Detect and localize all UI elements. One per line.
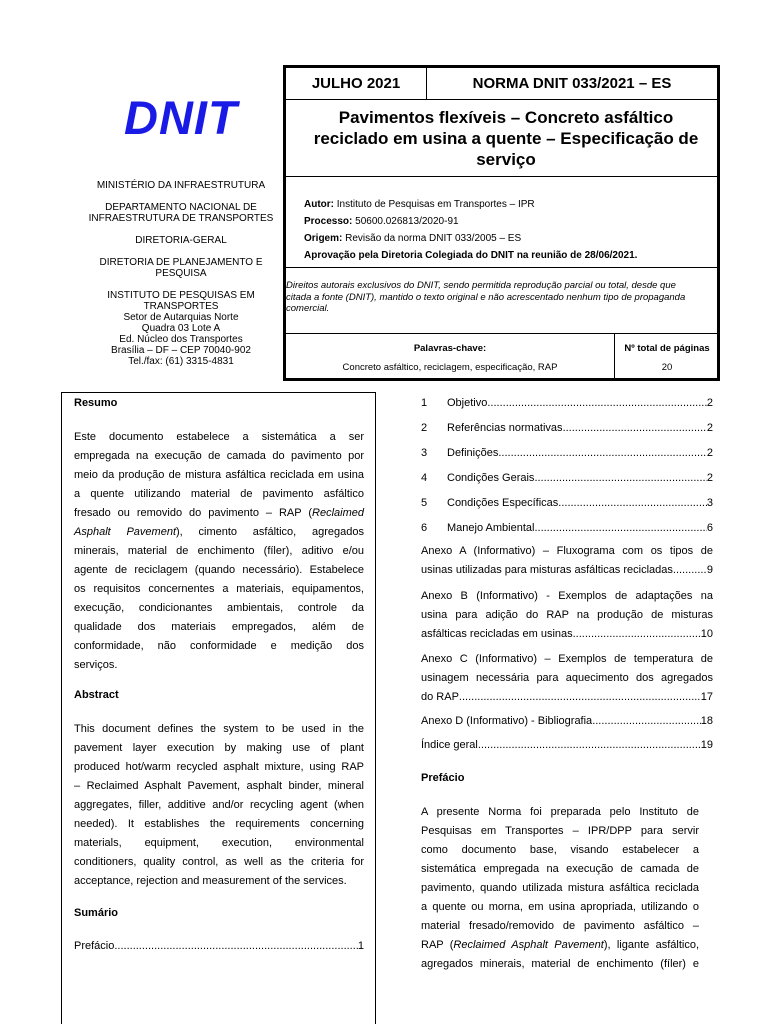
text-line: conditioners, quality control, as well as the criteria for	[74, 856, 364, 868]
annex-line	[421, 736, 713, 755]
toc-page: 2	[706, 397, 713, 409]
ministry-text: MINISTÉRIO DA INFRAESTRUTURA	[96, 180, 266, 191]
approval-text: Aprovação pela Diretoria Colegiada do DNIT na reunião de 28/06/2021.	[304, 250, 638, 261]
toc-num: 3	[421, 447, 428, 459]
ministry-line-group	[84, 257, 278, 279]
toc-label: do RAP	[421, 691, 459, 703]
text-line: como documento base, visando estabelecer a	[421, 844, 699, 856]
toc-item[interactable]	[421, 422, 713, 447]
annex-line	[421, 688, 713, 707]
toc-label: usinas utilizadas para misturas asfálticas recicladas	[421, 564, 673, 576]
ministry-text: DIRETORIA DE PLANEJAMENTO E	[99, 257, 263, 268]
text-line: Asphalt Pavement), cimento asfáltico, agregados	[74, 526, 364, 538]
toc-dots	[673, 561, 707, 580]
text-line: conformidade, não conformidade e medição dos	[74, 640, 364, 652]
toc-dots	[478, 736, 701, 755]
process-line	[304, 213, 637, 230]
toc-page: 3	[706, 497, 713, 509]
toc-page: 10	[700, 628, 713, 640]
text-line: agregados minerais, material de enchimento (fíler) e	[421, 958, 699, 970]
text-line: serviços.	[74, 659, 118, 671]
text-line: empregada na execução de camada do pavimento por	[74, 450, 364, 462]
text-line: Este documento estabelece a sistemática a ser	[74, 431, 364, 443]
ministry-text: PESQUISA	[155, 268, 207, 279]
rights-line: citada a fonte (DNIT), mantido o texto original e não acrescentado nenhum tipo de propaganda	[286, 291, 686, 303]
ministry-text: INFRAESTRUTURA DE TRANSPORTES	[88, 213, 274, 224]
toc-label: asfálticas recicladas em usinas	[421, 628, 573, 640]
ministry-text: Brasília – DF – CEP 70040-902	[111, 345, 251, 356]
ministry-text: INSTITUTO DE PESQUISAS EM	[107, 290, 255, 301]
resumo-heading: Resumo	[74, 397, 118, 409]
header-divider	[286, 176, 717, 177]
toc-dots	[487, 397, 707, 409]
text-line: a quente ou morna, em usina apropriada, utilizando o	[421, 901, 699, 913]
ministry-text: Ed. Núcleo dos Transportes	[119, 334, 243, 345]
text-line: sistemática empregada na execução de camada de	[421, 863, 699, 875]
toc-dots	[592, 712, 701, 731]
ministry-text: DEPARTAMENTO NACIONAL DE	[105, 202, 257, 213]
text-line: pavimento, quando utilizada mistura asfáltica reciclada	[421, 882, 699, 894]
text-line: pavement layer execution by making use of plant	[74, 742, 364, 754]
toc-page: 2	[706, 447, 713, 459]
author-line	[304, 196, 637, 213]
toc-num: 4	[421, 472, 428, 484]
header-date: JULHO 2021	[286, 68, 427, 99]
annex-line: Anexo C (Informativo) – Exemplos de temperatura de	[421, 653, 713, 665]
toc-annex-c[interactable]	[421, 650, 713, 707]
toc-page: 6	[706, 522, 713, 534]
annex-line: Anexo B (Informativo) - Exemplos de adaptações na	[421, 590, 713, 602]
text-line: produced hot/warm recycled asphalt mixture, using RAP	[74, 761, 364, 773]
ministry-text: Tel./fax: (61) 3315-4831	[128, 356, 234, 367]
toc-page: 1	[357, 940, 364, 952]
sumario-heading: Sumário	[74, 907, 119, 919]
pages-label: Nº total de páginas	[624, 343, 710, 354]
toc-item[interactable]	[421, 447, 713, 472]
text-line: acceptance, rejection and measurement of the services.	[74, 875, 347, 887]
italic-term: Reclaimed	[312, 507, 364, 519]
toc-page: 2	[706, 472, 713, 484]
abstract-heading: Abstract	[74, 689, 119, 701]
toc-num: 6	[421, 522, 428, 534]
toc-page: 19	[700, 739, 713, 751]
copyright-notice	[286, 280, 714, 315]
text-line: RAP (Reclaimed Asphalt Pavement), ligante asfáltico,	[421, 939, 700, 951]
keywords-label: Palavras-chave:	[413, 343, 487, 354]
text-line: meio da produção de mistura asfáltica reciclada em usina	[74, 469, 364, 481]
toc-label: Objetivo	[447, 397, 488, 409]
toc-dots	[563, 422, 707, 434]
keywords-value: Concreto asfáltico, reciclagem, especificação, RAP	[342, 362, 558, 373]
ministry-line-group	[84, 180, 278, 191]
annex-line	[421, 712, 713, 731]
ministry-line-group	[84, 290, 278, 367]
process-label: Processo:	[304, 216, 353, 227]
approval-line	[304, 247, 637, 264]
origin-line	[304, 230, 637, 247]
dnit-logo: DNIT	[124, 91, 238, 144]
toc-label: Definições	[447, 447, 499, 459]
header-meta	[304, 196, 637, 264]
abstract-text	[74, 720, 364, 891]
toc-page: 18	[700, 715, 713, 727]
toc-label: Índice geral	[421, 739, 478, 751]
title-line: Pavimentos flexíveis – Concreto asfáltico	[338, 108, 674, 127]
text-line: a quente utilizando material de pavimento asfáltico	[74, 488, 364, 500]
toc-page: 17	[700, 691, 713, 703]
toc-annex-a[interactable]	[421, 542, 713, 580]
text-line: Pesquisas em Transportes – IPR/DPP para servir	[421, 825, 699, 837]
text-line: aggregates, filler, additive and/or recycling agent (when	[74, 799, 364, 811]
ministry-text: DIRETORIA-GERAL	[135, 235, 227, 246]
toc-page: 9	[706, 564, 713, 576]
text-line: needed). It establishes the requirements concerning	[74, 818, 364, 830]
prefacio-text	[421, 803, 699, 974]
title-line: serviço	[476, 150, 536, 169]
toc-item[interactable]	[421, 472, 713, 497]
origin-value: Revisão da norma DNIT 033/2005 – ES	[345, 233, 522, 244]
annex-line	[421, 561, 713, 580]
toc-annex-b[interactable]	[421, 587, 713, 644]
annex-line: usina para adição do RAP na produção de misturas	[421, 609, 713, 621]
toc-dots	[558, 497, 707, 509]
toc-annex-d[interactable]	[421, 712, 713, 731]
toc-list	[421, 397, 713, 547]
annex-line: usinagem necessária para aquecimento dos agregados	[421, 672, 713, 684]
toc-label: Anexo D (Informativo) - Bibliografia	[421, 715, 593, 727]
ministry-text: Setor de Autarquias Norte	[123, 312, 239, 323]
toc-label: Condições Gerais	[447, 472, 535, 484]
header-divider	[286, 267, 717, 268]
resumo-text	[74, 428, 364, 675]
prefacio-heading: Prefácio	[421, 772, 465, 784]
toc-dots	[534, 522, 706, 534]
origin-label: Origem:	[304, 233, 343, 244]
ministry-text: TRANSPORTES	[143, 301, 219, 312]
toc-item[interactable]	[421, 497, 713, 522]
toc-prefacio[interactable]	[74, 940, 364, 952]
toc-num: 5	[421, 497, 428, 509]
italic-term: Asphalt Pavement	[74, 526, 176, 538]
toc-page: 2	[706, 422, 713, 434]
text-line: – Reclaimed Asphalt Pavement, asphalt binder, mineral	[74, 780, 364, 792]
pages-value: 20	[661, 362, 673, 373]
header-norma: NORMA DNIT 033/2021 – ES	[472, 75, 672, 92]
text-line: execução, condicionantes ambientais, controle da	[74, 602, 364, 614]
toc-label: Condições Específicas	[447, 497, 559, 509]
author-value: Instituto de Pesquisas em Transportes – IPR	[336, 199, 535, 210]
toc-dots	[459, 688, 701, 707]
toc-dots	[498, 447, 707, 459]
italic-term: Reclaimed Asphalt Pavement	[453, 939, 604, 951]
annex-line	[421, 625, 713, 644]
ministry-line-group	[84, 235, 278, 246]
text-line: qualidade dos materiais empregados, além de	[74, 621, 364, 633]
toc-label: Referências normativas	[447, 422, 563, 434]
toc-dots	[534, 472, 706, 484]
toc-dots	[114, 940, 358, 952]
text-line: materials, equipment, execution, environmental	[74, 837, 364, 849]
author-label: Autor:	[304, 199, 334, 210]
document-title	[293, 107, 719, 170]
ministry-text: Quadra 03 Lote A	[141, 323, 221, 334]
text-line: minerais, material de enchimento (fíler), aditivo e/ou	[74, 545, 364, 557]
text-line: material fresado/removido de pavimento asfáltico –	[421, 920, 699, 932]
annex-line: Anexo A (Informativo) – Fluxograma com os tipos de	[421, 545, 713, 557]
text-line: fresado ou removido do pavimento – RAP (Reclaimed	[74, 507, 364, 519]
rights-line: Direitos autorais exclusivos do DNIT, sendo permitida reprodução parcial ou total, desde que	[286, 280, 676, 291]
toc-dots	[573, 625, 701, 644]
text-line: A presente Norma foi preparada pelo Instituto de	[421, 806, 699, 818]
process-value: 50600.026813/2020-91	[355, 216, 459, 227]
text-line: agente de reciclagem (quando necessário). Estabelece	[74, 564, 364, 576]
text-line: os requisitos concernentes a materiais, equipamentos,	[74, 583, 364, 595]
toc-general-index[interactable]	[421, 736, 713, 755]
toc-label: Prefácio	[74, 940, 115, 952]
rights-line: comercial.	[286, 303, 330, 314]
ministry-block	[84, 180, 278, 367]
title-line: reciclado em usina a quente – Especificação de	[313, 129, 699, 148]
toc-label: Manejo Ambiental	[447, 522, 535, 534]
toc-num: 1	[421, 397, 428, 409]
text-line: This document defines the system to be used in the	[74, 723, 364, 735]
ministry-line-group	[84, 202, 278, 224]
toc-num: 2	[421, 422, 428, 434]
toc-item[interactable]	[421, 397, 713, 422]
header-divider	[286, 333, 717, 334]
